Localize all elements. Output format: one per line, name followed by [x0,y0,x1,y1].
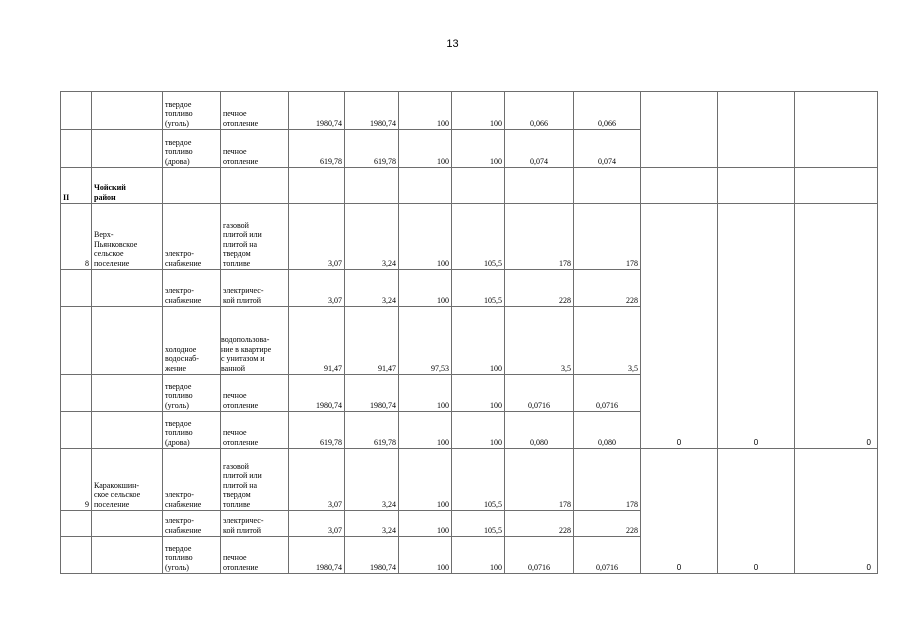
tariff-first-half: 619,78 [289,130,345,168]
norm-first: 178 [505,204,574,270]
utility-service: электро- снабжение [163,204,221,270]
municipality [92,412,163,449]
extra-value: 0 [718,449,795,574]
norm-first: 0,066 [505,92,574,130]
percent-second: 105,5 [452,511,505,537]
tariff-second-half: 619,78 [345,412,399,449]
percent-first: 100 [399,92,452,130]
norm-first [505,168,574,204]
utility-service: твердое топливо (дрова) [163,130,221,168]
extra-cell [718,92,795,168]
percent-first: 97,53 [399,307,452,375]
tariff-first-half: 1980,74 [289,537,345,574]
extra-value: 0 [641,449,718,574]
municipality: Каракокшин- ское сельское поселение [92,449,163,511]
extra-cell [795,92,878,168]
region-name: Чойский район [92,168,163,204]
percent-second: 100 [452,412,505,449]
municipality [92,511,163,537]
row-number [61,375,92,412]
region-header-row [61,168,878,204]
norm-first: 3,5 [505,307,574,375]
usage-method: электричес- кой плитой [221,270,289,307]
utility-service: холодное водоснаб- жение [163,307,221,375]
percent-first: 100 [399,204,452,270]
tariff-first-half: 3,07 [289,511,345,537]
extra-cell [795,168,878,204]
tariff-first-half: 3,07 [289,270,345,307]
tariff-second-half [345,168,399,204]
utility-service: электро- снабжение [163,511,221,537]
percent-first: 100 [399,449,452,511]
norm-second: 0,066 [574,92,641,130]
row-number [61,92,92,130]
usage-method: печное отопление [221,375,289,412]
table-row [61,204,878,270]
norm-second: 228 [574,270,641,307]
tariff-second-half: 3,24 [345,449,399,511]
tariff-first-half: 619,78 [289,412,345,449]
row-number: 9 [61,449,92,511]
page-number: 13 [446,38,459,50]
norm-second: 3,5 [574,307,641,375]
percent-second: 105,5 [452,449,505,511]
usage-method: печное отопление [221,412,289,449]
extra-value: 0 [718,204,795,449]
extra-cell [718,168,795,204]
row-number [61,511,92,537]
percent-first: 100 [399,130,452,168]
norm-second: 0,0716 [574,375,641,412]
percent-first: 100 [399,537,452,574]
utility-service: твердое топливо (дрова) [163,412,221,449]
municipality [92,130,163,168]
row-number: 8 [61,204,92,270]
extra-value: 0 [795,449,878,574]
percent-first: 100 [399,375,452,412]
norm-second: 228 [574,511,641,537]
extra-cell [641,92,718,168]
utility-service: электро- снабжение [163,270,221,307]
utility-service: электро- снабжение [163,449,221,511]
norm-second: 178 [574,204,641,270]
municipality [92,270,163,307]
norm-first: 228 [505,270,574,307]
utility-service: твердое топливо (уголь) [163,92,221,130]
percent-second: 100 [452,375,505,412]
tariff-second-half: 1980,74 [345,92,399,130]
tariff-second-half: 3,24 [345,270,399,307]
tariff-table [60,91,878,574]
percent-first [399,168,452,204]
percent-second: 100 [452,130,505,168]
tariff-second-half: 3,24 [345,204,399,270]
region-number: II [61,168,92,204]
norm-second: 0,080 [574,412,641,449]
municipality [92,375,163,412]
tariff-first-half: 3,07 [289,204,345,270]
norm-first: 228 [505,511,574,537]
utility-service: твердое топливо (уголь) [163,537,221,574]
norm-second: 0,074 [574,130,641,168]
municipality [92,307,163,375]
tariff-first-half [289,168,345,204]
norm-second [574,168,641,204]
tariff-second-half: 1980,74 [345,375,399,412]
table-row [61,449,878,511]
percent-first: 100 [399,270,452,307]
tariff-second-half: 1980,74 [345,537,399,574]
tariff-first-half: 1980,74 [289,375,345,412]
extra-value: 0 [795,204,878,449]
municipality [92,92,163,130]
percent-second: 105,5 [452,270,505,307]
usage-method: печное отопление [221,130,289,168]
tariff-first-half: 91,47 [289,307,345,375]
extra-value: 0 [641,204,718,449]
municipality [92,537,163,574]
percent-first: 100 [399,511,452,537]
usage-method: газовой плитой или плитой на твердом топливе [221,449,289,511]
table-row [61,92,878,130]
tariff-second-half: 619,78 [345,130,399,168]
row-number [61,412,92,449]
utility-service: твердое топливо (уголь) [163,375,221,412]
tariff-second-half: 91,47 [345,307,399,375]
norm-first: 0,0716 [505,537,574,574]
row-number [61,270,92,307]
utility-service [163,168,221,204]
percent-second: 105,5 [452,204,505,270]
row-number [61,307,92,375]
tariff-first-half: 1980,74 [289,92,345,130]
percent-first: 100 [399,412,452,449]
norm-first: 0,074 [505,130,574,168]
row-number [61,130,92,168]
percent-second: 100 [452,537,505,574]
percent-second: 100 [452,307,505,375]
municipality: Верх- Пьянковское сельское поселение [92,204,163,270]
extra-cell [641,168,718,204]
percent-second [452,168,505,204]
usage-method: водопользова- ние в квартире с унитазом и ванной [221,307,289,375]
usage-method: печное отопление [221,537,289,574]
usage-method: печное отопление [221,92,289,130]
usage-method [221,168,289,204]
tariff-first-half: 3,07 [289,449,345,511]
usage-method: газовой плитой или плитой на твердом топливе [221,204,289,270]
norm-second: 0,0716 [574,537,641,574]
norm-first: 178 [505,449,574,511]
percent-second: 100 [452,92,505,130]
tariff-second-half: 3,24 [345,511,399,537]
row-number [61,537,92,574]
norm-second: 178 [574,449,641,511]
norm-first: 0,0716 [505,375,574,412]
usage-method: электричес- кой плитой [221,511,289,537]
norm-first: 0,080 [505,412,574,449]
